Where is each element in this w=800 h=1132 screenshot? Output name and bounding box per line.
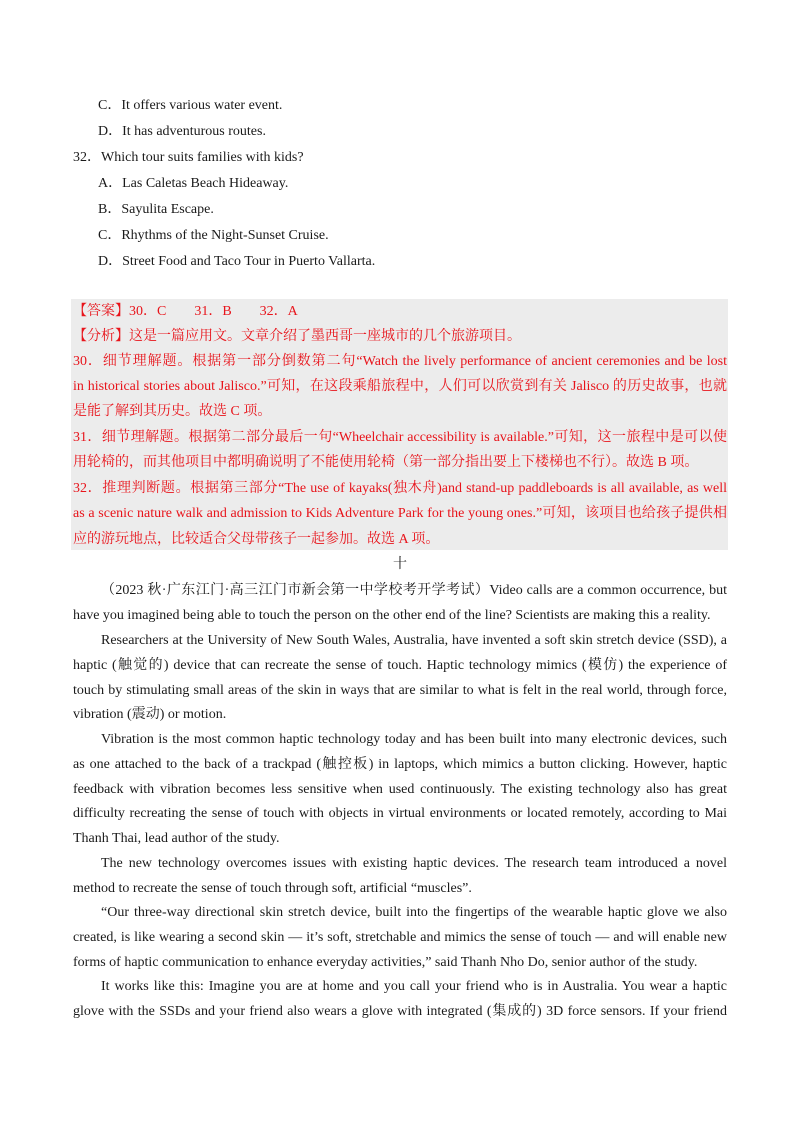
- question-32-stem: 32．Which tour suits families with kids?: [73, 150, 304, 165]
- passage-line: created, is like wearing a second skin — it’s soft, stretchable and mimics the sense of touch — and will enable new: [73, 929, 727, 945]
- passage-line: forms of haptic communication to enhance everyday activities,” said Thanh Nho Do, senior author of the study.: [73, 954, 698, 970]
- passage-line: glove with the SSDs and your friend also wears a glove with integrated (集成的) 3D force sensors. If your friend: [73, 1003, 727, 1019]
- passage-line: as one attached to the back of a trackpad (触控板) in laptops, which mimics a button clicking. However, haptic: [73, 756, 727, 772]
- passage-paragraph: [73, 975, 727, 1025]
- passage-line: （2023 秋·广东江门·高三江门市新会第一中学校考开学考试）Video calls are a common occurrence, but: [101, 583, 727, 598]
- passage-paragraph: [73, 901, 727, 975]
- passage-line: have you imagined being able to touch the person on the other end of the line? Scientists are making this a reality.: [73, 607, 711, 623]
- passage-paragraph: [73, 579, 727, 629]
- passage-line: The new technology overcomes issues with existing haptic devices. The research team introduced a novel: [101, 856, 727, 871]
- option-c-prev: C．It offers various water event.: [98, 98, 283, 113]
- analysis-summary: 【分析】这是一篇应用文。文章介绍了墨西哥一座城市的几个旅游项目。: [73, 329, 521, 344]
- question-32-option-a: A．Las Caletas Beach Hideaway.: [98, 176, 289, 191]
- answer-key: 【答案】30．C 31．B 32．A: [73, 304, 298, 319]
- passage-line: touch by stimulating small areas of the skin in ways that are similar to what is felt in the real world, through force,: [73, 682, 727, 698]
- passage-paragraph: [73, 852, 727, 902]
- option-d-prev: D．It has adventurous routes.: [98, 124, 266, 139]
- explanation-31-line: 31．细节理解题。根据第二部分最后一句“Wheelchair accessibility is available.”可知，这一旅程中是可以使: [73, 430, 727, 445]
- passage-line: difficulty recreating the sense of touch with objects in virtual environments or located remotely, according to Mai: [73, 806, 727, 822]
- explanation-30-line: 是能了解到其历史。故选 C 项。: [73, 404, 272, 419]
- explanation-30-line: in historical stories about Jalisco.”可知，在这段乘船旅程中，人们可以欣赏到有关 Jalisco 的历史故事，也就: [73, 379, 727, 394]
- passage-line: It works like this: Imagine you are at home and you call your friend who is in Australia. You wear a haptic: [101, 979, 727, 994]
- passage-line: method to recreate the sense of touch through soft, artificial “muscles”.: [73, 880, 472, 896]
- explanation-30-line: 30．细节理解题。根据第一部分倒数第二句“Watch the lively performance of ancient ceremonies and be lost: [73, 354, 727, 369]
- question-32-option-b: B．Sayulita Escape.: [98, 202, 214, 217]
- passage-line: Vibration is the most common haptic technology today and has been built into many electronic devices, such: [101, 732, 727, 747]
- passage-line: haptic (触觉的) device that can recreate the sense of touch. Haptic technology mimics (模仿) the experience of: [73, 657, 727, 673]
- passage-line: Researchers at the University of New South Wales, Australia, have invented a soft skin stretch device (SSD), a: [101, 633, 727, 648]
- explanation-32-line: as a scenic nature walk and admission to Kids Adventure Park for the young ones.”可知，该项目也给孩子提供相: [73, 506, 727, 521]
- passage-line: Thanh Thai, lead author of the study.: [73, 831, 280, 847]
- passage-line: feedback with vibration becomes less sensitive when used continuously. The existing technology also has great: [73, 781, 727, 797]
- passage-line: “Our three-way directional skin stretch device, built into the fingertips of the wearable haptic glove we also: [101, 905, 727, 920]
- explanation-32-line: 应的游玩地点，比较适合父母带孩子一起参加。故选 A 项。: [73, 532, 440, 547]
- passage-paragraph: [73, 728, 727, 852]
- question-32-option-c: C．Rhythms of the Night-Sunset Cruise.: [98, 228, 329, 243]
- explanation-32-line: 32．推理判断题。根据第三部分“The use of kayaks(独木舟)and stand-up paddleboards is all available, as well: [73, 481, 727, 496]
- section-number: 十: [393, 557, 407, 572]
- passage-line: vibration (震动) or motion.: [73, 707, 227, 723]
- passage-paragraph: [73, 629, 727, 728]
- question-32-option-d: D．Street Food and Taco Tour in Puerto Vallarta.: [98, 254, 376, 269]
- explanation-31-line: 用轮椅的，而其他项目中都明确说明了不能使用轮椅（第一部分指出要上下楼梯也不行）。故选 B 项。: [73, 455, 699, 470]
